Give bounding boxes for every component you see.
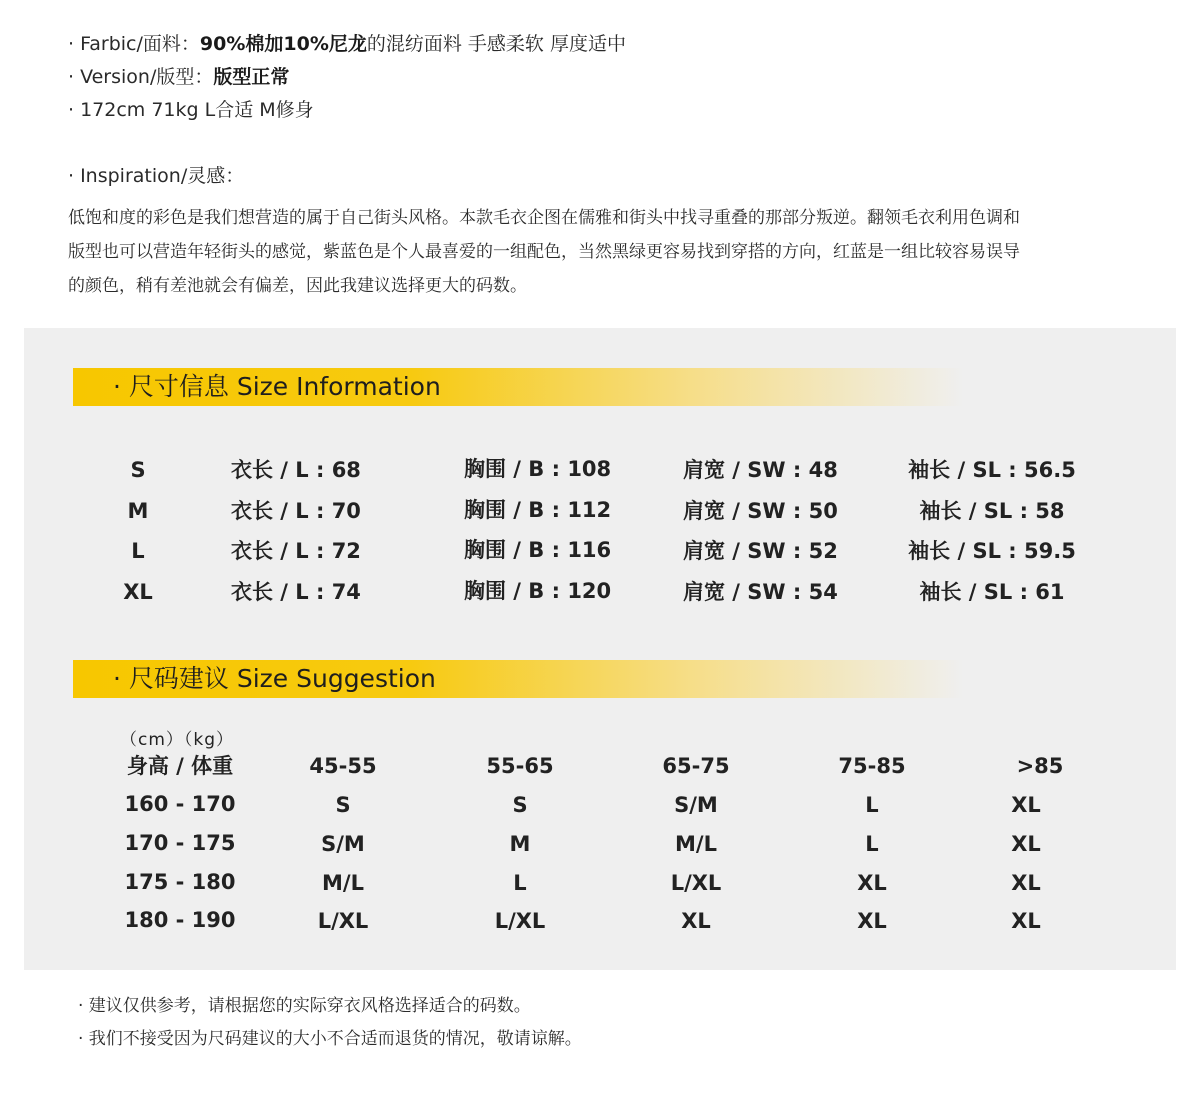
suggested-size: L bbox=[865, 832, 879, 856]
height-range: 175 - 180 bbox=[124, 870, 236, 894]
inspiration-line: 的颜色，稍有差池就会有偏差，因此我建议选择更大的码数。 bbox=[68, 276, 527, 296]
fabric-label: · Farbic/面料： bbox=[68, 33, 200, 55]
suggested-size: S bbox=[335, 793, 351, 817]
length-value: 衣长 / L : 72 bbox=[231, 539, 361, 563]
note-no-returns: · 我们不接受因为尺码建议的大小不合适而退货的情况，敬请谅解。 bbox=[78, 1029, 582, 1049]
suggested-size: XL bbox=[1011, 909, 1041, 933]
chest-value: 胸围 / B : 108 bbox=[464, 457, 612, 481]
suggested-size: S bbox=[512, 793, 528, 817]
size-label: XL bbox=[123, 580, 153, 604]
size-label: S bbox=[130, 458, 146, 482]
weight-range-header: 75-85 bbox=[838, 754, 906, 778]
height-range: 170 - 175 bbox=[124, 831, 236, 855]
sleeve-value: 袖长 / SL : 56.5 bbox=[908, 458, 1076, 482]
suggested-size: L/XL bbox=[670, 871, 722, 895]
version-line bbox=[68, 65, 289, 89]
version-label: · Version/版型： bbox=[68, 66, 214, 88]
suggested-size: M/L bbox=[675, 832, 717, 856]
shoulder-value: 肩宽 / SW : 50 bbox=[683, 499, 838, 523]
length-value: 衣长 / L : 74 bbox=[231, 580, 361, 604]
shoulder-value: 肩宽 / SW : 48 bbox=[683, 458, 838, 482]
size-info-title: · 尺寸信息 Size Information bbox=[113, 372, 441, 401]
length-value: 衣长 / L : 70 bbox=[231, 499, 361, 523]
fabric-line bbox=[68, 32, 626, 56]
length-value: 衣长 / L : 68 bbox=[231, 458, 361, 482]
sleeve-value: 袖长 / SL : 61 bbox=[919, 580, 1065, 604]
suggested-size: S/M bbox=[674, 793, 718, 817]
height-range: 180 - 190 bbox=[124, 908, 236, 932]
sleeve-value: 袖长 / SL : 59.5 bbox=[908, 539, 1076, 563]
note-reference-only: · 建议仅供参考，请根据您的实际穿衣风格选择适合的码数。 bbox=[78, 996, 531, 1016]
suggested-size: L bbox=[513, 871, 527, 895]
inspiration-line: 版型也可以营造年轻街头的感觉，紫蓝色是个人最喜爱的一组配色，当然黑绿更容易找到穿搭的方向，红蓝是一组比较容易误导 bbox=[68, 242, 1020, 262]
shoulder-value: 肩宽 / SW : 52 bbox=[683, 539, 838, 563]
weight-range-header: 45-55 bbox=[309, 754, 377, 778]
suggested-size: XL bbox=[857, 909, 887, 933]
chest-value: 胸围 / B : 120 bbox=[464, 579, 612, 603]
suggested-size: M/L bbox=[322, 871, 364, 895]
fit-line: · 172cm 71kg L合适 M修身 bbox=[68, 99, 314, 121]
suggested-size: XL bbox=[681, 909, 711, 933]
chest-value: 胸围 / B : 116 bbox=[464, 538, 612, 562]
chest-value: 胸围 / B : 112 bbox=[464, 498, 612, 522]
weight-range-header: >85 bbox=[1016, 754, 1064, 778]
shoulder-value: 肩宽 / SW : 54 bbox=[683, 580, 838, 604]
weight-range-header: 65-75 bbox=[662, 754, 730, 778]
inspiration-label: · Inspiration/灵感： bbox=[68, 165, 245, 187]
height-range: 160 - 170 bbox=[124, 792, 236, 816]
suggested-size: XL bbox=[1011, 793, 1041, 817]
suggested-size: L bbox=[865, 793, 879, 817]
size-label: M bbox=[127, 499, 149, 523]
height-weight-header: 身高 / 体重 bbox=[126, 754, 234, 778]
units-label: （cm）（kg） bbox=[120, 730, 235, 750]
inspiration-line: 低饱和度的彩色是我们想营造的属于自己街头风格。本款毛衣企图在儒雅和街头中找寻重叠的那部分叛逆。翻领毛衣利用色调和 bbox=[68, 208, 1020, 228]
suggested-size: XL bbox=[1011, 832, 1041, 856]
fabric-composition: 90%棉加10%尼龙 bbox=[199, 33, 367, 55]
size-suggestion-title: · 尺码建议 Size Suggestion bbox=[113, 664, 436, 693]
suggested-size: L/XL bbox=[317, 909, 369, 933]
suggested-size: L/XL bbox=[494, 909, 546, 933]
suggested-size: XL bbox=[1011, 871, 1041, 895]
size-suggestion-banner bbox=[73, 660, 963, 698]
suggested-size: XL bbox=[857, 871, 887, 895]
inspiration-text bbox=[68, 201, 1148, 303]
fabric-description: 的混纺面料 手感柔软 厚度适中 bbox=[366, 33, 626, 55]
size-label: L bbox=[131, 539, 145, 563]
suggested-size: M bbox=[509, 832, 531, 856]
size-info-banner bbox=[73, 368, 963, 406]
suggested-size: S/M bbox=[321, 832, 365, 856]
sleeve-value: 袖长 / SL : 58 bbox=[919, 499, 1065, 523]
version-value: 版型正常 bbox=[213, 66, 290, 88]
weight-range-header: 55-65 bbox=[486, 754, 554, 778]
